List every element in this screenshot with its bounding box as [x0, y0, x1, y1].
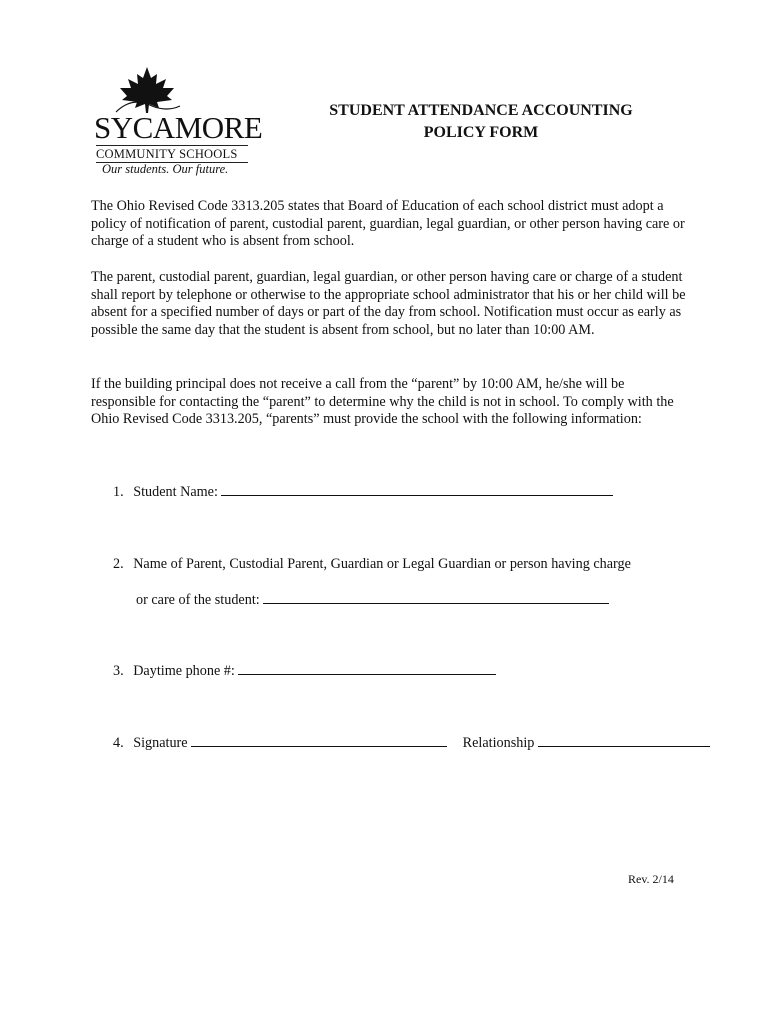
field-label-cont: or care of the student: — [136, 592, 260, 608]
signature-blank[interactable] — [191, 733, 447, 747]
field-parent-name-cont — [136, 590, 609, 609]
paragraph-2: The parent, custodial parent, guardian, legal guardian, or other person having care or charge of a student shall report by telephone or otherwise to the appropriate school administrator that his or her child will be absent for a specified number of days or part of the day from school. Notification must occur as early as possible the same day that the student is absent from school, but no later than 10:00 AM. — [91, 269, 686, 338]
field-phone — [113, 661, 496, 680]
field-parent-name — [113, 555, 631, 573]
maple-leaf-icon — [112, 66, 182, 114]
field-signature — [113, 733, 710, 752]
logo-name: SYCAMORE — [94, 110, 263, 145]
form-title-line1: STUDENT ATTENDANCE ACCOUNTING — [329, 102, 633, 119]
field-student-name — [113, 482, 613, 501]
revision-note: Rev. 2/14 — [628, 872, 674, 886]
student-name-blank[interactable] — [221, 482, 613, 496]
field-number: 4. — [113, 735, 124, 751]
phone-blank[interactable] — [238, 661, 496, 675]
field-number: 3. — [113, 663, 124, 679]
relationship-label: Relationship — [462, 735, 535, 751]
field-label: Name of Parent, Custodial Parent, Guardian or Legal Guardian or person having charge — [133, 556, 631, 572]
field-label: Signature — [133, 735, 188, 751]
logo-tagline: Our students. Our future. — [102, 162, 229, 176]
form-title-line2: POLICY FORM — [423, 124, 539, 141]
field-label: Daytime phone #: — [133, 663, 235, 679]
form-title — [300, 100, 662, 144]
parent-name-blank[interactable] — [263, 590, 609, 604]
paragraph-3: If the building principal does not receive a call from the “parent” by 10:00 AM, he/she will be responsible for contacting the “parent” to determine why the child is not in school. To comply with the Ohio Revised Code 3313.205, “parents” must provide the school with the following information: — [91, 376, 674, 428]
field-number: 1. — [113, 484, 124, 500]
school-logo — [94, 66, 263, 178]
paragraph-1: The Ohio Revised Code 3313.205 states that Board of Education of each school district must adopt a policy of notification of parent, custodial parent, guardian, legal guardian, or other person having care or charge of a student who is absent from school. — [91, 198, 685, 250]
relationship-blank[interactable] — [538, 733, 710, 747]
field-number: 2. — [113, 556, 124, 572]
logo-subtitle: COMMUNITY SCHOOLS — [96, 145, 248, 163]
field-label: Student Name: — [133, 484, 218, 500]
